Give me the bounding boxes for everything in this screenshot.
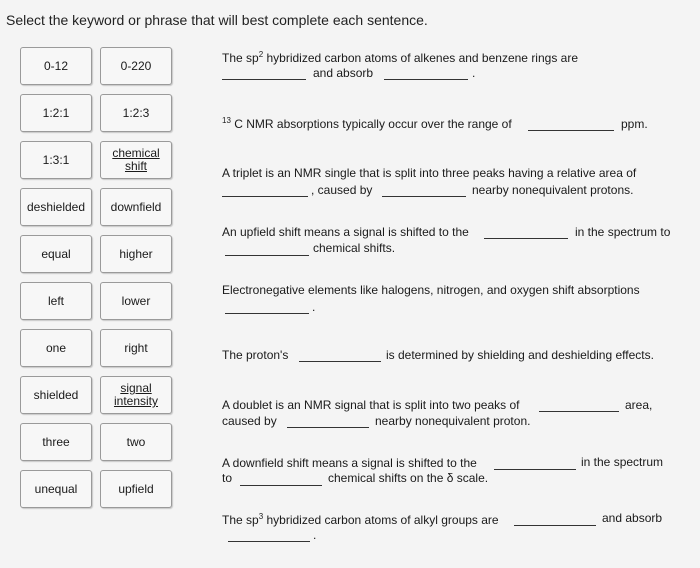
tile-label: 1:3:1: [42, 152, 70, 167]
tile-label: 0-12: [43, 58, 69, 73]
word-tile-upfield[interactable]: [100, 470, 172, 508]
tile-label: left: [47, 293, 64, 308]
sentence-1-period: .: [472, 66, 476, 80]
tile-label: three: [42, 434, 70, 449]
sentence-4-text: An upfield shift means a signal is shifted to the: [222, 225, 469, 239]
word-tile-higher[interactable]: [100, 235, 172, 273]
sentence-8-text-4: chemical shifts on the δ scale.: [328, 471, 489, 485]
sentence-3-text-2: , caused by: [311, 183, 373, 197]
word-tile-unequal[interactable]: [20, 470, 92, 508]
tile-label: higher: [119, 246, 153, 261]
sentence-4-text-3: chemical shifts.: [313, 241, 396, 255]
sentence-6-text-2: is determined by shielding and deshielding effects.: [386, 348, 654, 362]
sentence-4-blank-1[interactable]: [484, 238, 568, 239]
word-tile-0-12[interactable]: [20, 47, 92, 85]
word-tile-shielded[interactable]: [20, 376, 92, 414]
sentence-7-text: A doublet is an NMR signal that is split into two peaks of: [222, 398, 520, 412]
tile-label: two: [126, 434, 146, 449]
sentence-7-text-3: caused by: [222, 414, 277, 428]
tile-label: one: [45, 340, 67, 355]
sentence-5-blank-1[interactable]: [225, 313, 309, 314]
sentence-7-blank-2[interactable]: [287, 427, 369, 428]
sentence-8-text-2: in the spectrum: [581, 455, 664, 469]
word-tile-0-220[interactable]: [100, 47, 172, 85]
sentence-8-blank-1[interactable]: [494, 469, 576, 470]
sentence-1-blank-2[interactable]: [384, 79, 468, 80]
sentence-9-blank-2[interactable]: [228, 541, 310, 542]
sentence-1-text-2: and absorb: [313, 66, 374, 80]
sentence-7-blank-1[interactable]: [539, 411, 619, 412]
sentence-8-text: A downfield shift means a signal is shifted to the: [222, 456, 477, 470]
tile-label: upfield: [118, 481, 154, 496]
sentence-9-blank-1[interactable]: [514, 525, 596, 526]
tile-label: lower: [121, 293, 151, 308]
tile-label: equal: [41, 246, 71, 261]
sentence-7-text-2: area,: [625, 398, 653, 412]
sentence-5-period: .: [312, 300, 316, 314]
word-tile-lower[interactable]: [100, 282, 172, 320]
word-tile-equal[interactable]: [20, 235, 92, 273]
word-tile-1-2-3[interactable]: [100, 94, 172, 132]
sentence-2-text-2: ppm.: [621, 117, 648, 131]
sentence-1-blank-1[interactable]: [222, 79, 306, 80]
tile-label: 0-220: [120, 58, 152, 73]
instructions: Select the keyword or phrase that will best complete each sentence.: [6, 12, 428, 28]
sentence-9-period: .: [313, 528, 317, 542]
tile-label: shielded: [33, 387, 79, 402]
sentence-1-text: The $sp^2$ hybridized carbon atoms of alkenes and benzene rings are: [222, 50, 578, 65]
sentence-3-blank-1[interactable]: [222, 196, 308, 197]
sentence-5-text: Electronegative elements like halogens, nitrogen, and oxygen shift absorptions: [222, 283, 640, 297]
sentence-9-text: The $sp^3$ hybridized carbon atoms of alkyl groups are: [222, 512, 499, 527]
sentence-3-blank-2[interactable]: [382, 196, 466, 197]
word-tile-left[interactable]: [20, 282, 92, 320]
sentence-4-text-2: in the spectrum to: [575, 225, 671, 239]
sentence-6-text: The proton's: [222, 348, 289, 362]
sentence-4-blank-2[interactable]: [225, 255, 309, 256]
tile-label: chemical shift: [112, 146, 160, 173]
sentence-8-blank-2[interactable]: [240, 485, 322, 486]
sentence-3-text: A triplet is an NMR single that is split into three peaks having a relative area of: [222, 166, 637, 180]
word-tile-one[interactable]: [20, 329, 92, 367]
tile-label: right: [124, 340, 148, 355]
word-tile-signal-intensity[interactable]: [100, 376, 172, 414]
tile-label: 1:2:1: [42, 105, 70, 120]
tile-label: unequal: [34, 481, 78, 496]
word-tile-chemical-shift[interactable]: [100, 141, 172, 179]
sentence-7-text-4: nearby nonequivalent proton.: [375, 414, 531, 428]
sentence-6-blank-1[interactable]: [299, 361, 381, 362]
word-tile-1-2-1[interactable]: [20, 94, 92, 132]
word-tile-deshielded[interactable]: [20, 188, 92, 226]
tile-label: deshielded: [26, 199, 86, 214]
sentence-8-text-3: to: [222, 471, 233, 485]
sentence-3-text-3: nearby nonequivalent protons.: [472, 183, 634, 197]
tile-label: downfield: [110, 199, 162, 214]
word-tile-downfield[interactable]: [100, 188, 172, 226]
word-tile-three[interactable]: [20, 423, 92, 461]
tile-label: 1:2:3: [122, 105, 150, 120]
sentence-2-blank-1[interactable]: [528, 130, 614, 131]
sentence-2-text: $^{13}$ C NMR absorptions typically occur over the range of: [222, 116, 512, 131]
word-tile-two[interactable]: [100, 423, 172, 461]
word-tile-1-3-1[interactable]: [20, 141, 92, 179]
tile-label: signal intensity: [113, 381, 159, 408]
sentence-9-text-2: and absorb: [602, 511, 663, 525]
word-tile-right[interactable]: [100, 329, 172, 367]
